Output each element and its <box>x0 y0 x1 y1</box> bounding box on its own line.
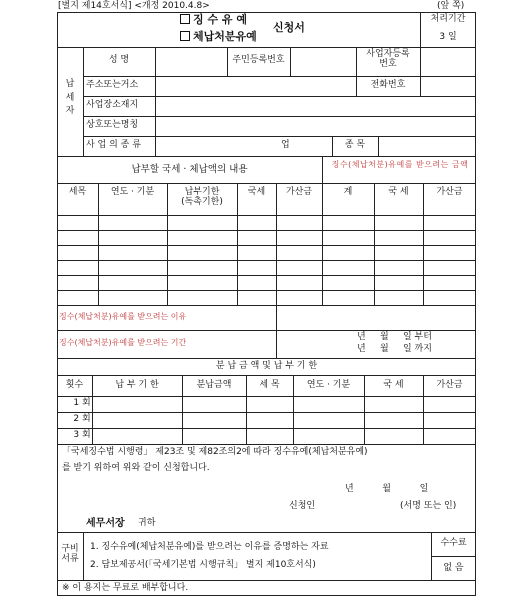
business-number-label: 사업자등록 번호 <box>366 49 410 69</box>
deferral-amount-title: 징수(체납처분)유예를 받으려는 금액 <box>331 160 469 169</box>
fee-value: 없 음 <box>443 563 464 573</box>
form-number: [별지 제14호서식] <개정 2010.4.8> <box>58 1 210 11</box>
row-round-3: 3 회 <box>73 430 91 440</box>
item-label: 종 목 <box>344 140 366 150</box>
applicant-label: 신청인 <box>289 501 316 511</box>
page-side-label: (앞 쪽) <box>437 1 465 11</box>
signature-label: (서명 또는 인) <box>400 501 457 511</box>
title-suffix: 신청서 <box>273 21 305 34</box>
col-inst-tax-item: 세 목 <box>259 380 280 390</box>
col-national-tax: 국세 <box>247 187 266 197</box>
row-round-1: 1 회 <box>73 398 91 408</box>
fee-label: 수수료 <box>440 538 467 548</box>
col-deferral-national-tax: 국 세 <box>388 187 409 197</box>
address-field[interactable] <box>156 77 355 95</box>
title-option-collection: 징 수 유 예 <box>180 14 247 26</box>
col-inst-year-period: 연도 · 기분 <box>306 380 351 390</box>
reason-field[interactable] <box>277 306 475 329</box>
checkbox-disposition[interactable] <box>180 31 190 41</box>
documents-label: 구비 서류 <box>61 544 79 564</box>
statement-line-1: 「국세징수법 시행령」 제23조 및 제82조의2에 따라 징수유예(체납처분유예) <box>62 447 368 457</box>
tax-content-title: 납부할 국세 · 체납액의 내용 <box>131 164 248 175</box>
business-place-field[interactable] <box>156 97 475 115</box>
addressee-honorific: 귀하 <box>138 518 156 528</box>
col-tax-item: 세목 <box>68 187 87 197</box>
trade-name-field[interactable] <box>156 117 475 135</box>
col-due-date: 납부기한 (독촉기한) <box>181 187 223 207</box>
statement-date: 년 월 일 <box>345 484 429 494</box>
phone-label: 전화번호 <box>370 80 406 90</box>
installment-title: 분 납 금 액 및 납 부 기 한 <box>215 361 318 371</box>
col-year-period: 연도 · 기분 <box>110 187 155 197</box>
processing-period-value: 3 일 <box>439 32 457 42</box>
footer-note: ※ 이 용지는 무료로 배부합니다. <box>62 583 189 593</box>
resident-number-label: 주민등록번호 <box>232 55 285 65</box>
phone-field[interactable] <box>421 77 475 95</box>
col-installment-amount: 분납금액 <box>196 380 232 390</box>
checkbox-collection[interactable] <box>180 14 190 24</box>
business-type-label: 사 업 의 종 류 <box>86 140 141 150</box>
resident-number-field[interactable] <box>291 48 355 75</box>
col-total: 계 <box>343 187 353 197</box>
statement-line-2: 를 받기 위하여 위와 같이 신청합니다. <box>62 463 210 473</box>
document-item-2: 2. 담보제공서(「국세기본법 시행규칙」 별지 제10호서식) <box>90 560 316 570</box>
col-deferral-surcharge: 가산금 <box>436 187 463 197</box>
col-surcharge: 가산금 <box>285 187 313 197</box>
title-option-disposition: 체납처분유예 <box>180 31 257 43</box>
col-inst-national-tax: 국 세 <box>383 380 404 390</box>
period-label: 징수(체납처분)유예를 받으려는 기간 <box>59 338 187 347</box>
col-inst-surcharge: 가산금 <box>436 380 463 390</box>
document-item-1: 1. 징수유예(체납처분유예)를 받으려는 이유를 증명하는 자료 <box>90 542 329 552</box>
processing-period-label: 처리기간 <box>430 14 466 24</box>
business-type-suffix: 업 <box>281 140 290 150</box>
business-place-label: 사업장소재지 <box>86 100 139 110</box>
name-label: 성 명 <box>108 55 130 65</box>
period-to: 년 월 일 까지 <box>357 344 432 354</box>
name-field[interactable] <box>156 48 226 75</box>
reason-label: 징수(체납처분)유예를 받으려는 이유 <box>59 312 187 321</box>
trade-name-label: 상호또는명칭 <box>86 120 139 130</box>
address-label: 주소또는거소 <box>86 80 139 90</box>
row-round-2: 2 회 <box>73 414 91 424</box>
col-round: 횟수 <box>65 380 84 390</box>
tax-office-head: 세무서장 <box>86 518 125 529</box>
col-payment-due: 납 부 기 한 <box>115 380 159 390</box>
taxpayer-side-label: 납 세 자 <box>65 79 75 116</box>
period-from: 년 월 일 부터 <box>357 332 432 342</box>
